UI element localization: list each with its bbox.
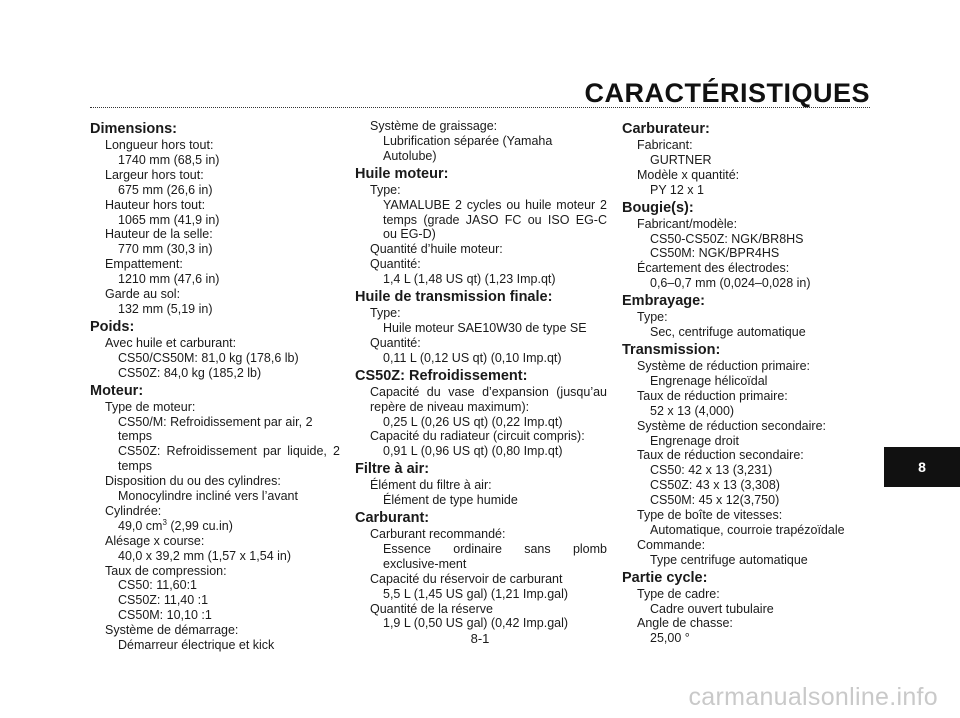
spec-value: Lubrification séparée (Yamaha Autolube) <box>383 133 553 163</box>
spec-value: 0,25 L (0,26 US qt) (0,22 Imp.qt) <box>383 414 563 429</box>
spec-label: Alésage x course: <box>105 533 205 548</box>
spec-value: CS50/CS50M: 81,0 kg (178,6 lb) <box>118 350 299 365</box>
spec-value: 25,00 ° <box>650 631 690 646</box>
spec-value: CS50Z: 43 x 13 (3,308) <box>650 478 780 493</box>
section-heading-transmission: Transmission: <box>622 341 721 358</box>
section-heading-carburateur: Carburateur: <box>622 121 710 137</box>
section-heading-moteur: Moteur: <box>90 382 144 399</box>
spec-label: Système de réduction secondaire: <box>637 418 826 433</box>
spec-value: CS50: 11,60:1 <box>118 578 197 593</box>
spec-label: Quantité d’huile moteur: <box>370 242 503 257</box>
spec-label: Quantité: <box>370 257 421 272</box>
spec-value: PY 12 x 1 <box>650 182 704 197</box>
spec-value: CS50Z: 84,0 kg (185,2 lb) <box>118 365 262 380</box>
spec-label: Avec huile et carburant: <box>105 335 237 350</box>
spec-value: CS50M: 10,10 :1 <box>118 608 212 623</box>
spec-label: Système de démarrage: <box>105 623 239 638</box>
spec-label: Hauteur hors tout: <box>105 197 206 212</box>
spec-value: CS50/M: Refroidissement par air, 2 temps <box>118 414 313 444</box>
section-heading-filtre: Filtre à air: <box>355 461 430 478</box>
spec-label: Disposition du ou des cylindres: <box>105 474 281 489</box>
section-heading-poids: Poids: <box>90 318 135 335</box>
spec-value: Cadre ouvert tubulaire <box>650 601 774 616</box>
spec-label: Capacité du vase d’expansion (jusqu’au repère de niveau maximum): <box>370 384 607 414</box>
spec-label: Longueur hors tout: <box>105 138 214 152</box>
spec-label: Capacité du radiateur (circuit compris): <box>370 429 585 444</box>
spec-label: Taux de compression: <box>105 563 227 578</box>
spec-label: Angle de chasse: <box>637 616 733 631</box>
section-heading-refroidissement: CS50Z: Refroidissement: <box>355 367 528 384</box>
spec-label: Type de boîte de vitesses: <box>637 508 783 523</box>
spec-value: CS50Z: Refroidissement par liquide, 2 temps <box>118 444 340 474</box>
column-middle <box>355 119 607 631</box>
spec-label: Hauteur de la selle: <box>105 227 213 242</box>
spec-value: 0,91 L (0,96 US qt) (0,80 Imp.qt) <box>383 444 563 459</box>
page-number: 8-1 <box>470 631 490 646</box>
spec-label: Fabricant: <box>637 138 693 152</box>
section-heading-dimensions: Dimensions: <box>90 121 178 137</box>
spec-label: Taux de réduction primaire: <box>637 388 788 403</box>
cylindree-unit: (2,99 cu.in) <box>166 518 233 533</box>
watermark: carmanualsonline.info <box>688 683 938 711</box>
spec-label: Type: <box>370 306 401 321</box>
column-left <box>90 119 340 653</box>
spec-label: Commande: <box>637 537 706 552</box>
column-right <box>622 119 872 646</box>
spec-label: Capacité du réservoir de carburant <box>370 571 563 586</box>
spec-label: Type: <box>370 182 401 197</box>
spec-value: Engrenage hélicoïdal <box>650 373 768 388</box>
spec-value: CS50Z: 11,40 :1 <box>118 593 209 608</box>
spec-value: YAMALUBE 2 cycles ou huile moteur 2 temps (grade JASO FC ou ISO EG-C ou EG-D) <box>383 197 607 242</box>
spec-label: Carburant recommandé: <box>370 527 506 542</box>
cylindree-superscript: 3 <box>162 517 167 527</box>
spec-label: Modèle x quantité: <box>637 167 740 182</box>
spec-label: Type de moteur: <box>105 399 196 414</box>
spec-value: 1,9 L (0,50 US gal) (0,42 Imp.gal) <box>383 616 569 631</box>
cylindree-value: 49,0 cm <box>118 518 163 533</box>
spec-value: 5,5 L (1,45 US gal) (1,21 Imp.gal) <box>383 586 569 601</box>
spec-label: Quantité: <box>370 335 421 350</box>
spec-value: 0,6–0,7 mm (0,024–0,028 in) <box>650 276 811 291</box>
spec-value: Sec, centrifuge automatique <box>650 325 806 340</box>
spec-value: CS50M: NGK/BPR4HS <box>650 246 780 261</box>
spec-value-cylindree <box>90 519 340 534</box>
spec-value: 1210 mm (47,6 in) <box>118 272 220 287</box>
spec-label: Type de cadre: <box>637 586 720 601</box>
section-heading-partie-cycle: Partie cycle: <box>622 569 708 586</box>
spec-label: Type: <box>637 310 668 325</box>
spec-label: Empattement: <box>105 257 183 272</box>
spec-label: Taux de réduction secondaire: <box>637 448 804 463</box>
spec-label: Quantité de la réserve <box>370 601 493 616</box>
spec-value: CS50-CS50Z: NGK/BR8HS <box>650 231 804 246</box>
spec-value: CS50: 42 x 13 (3,231) <box>650 463 773 478</box>
spec-value: 675 mm (26,6 in) <box>118 182 213 197</box>
title-divider <box>90 107 870 108</box>
spec-value: CS50M: 45 x 12(3,750) <box>650 493 780 508</box>
spec-label: Largeur hors tout: <box>105 167 204 182</box>
spec-label: Garde au sol: <box>105 287 181 302</box>
section-heading-carburant: Carburant: <box>355 510 430 527</box>
spec-value: 770 mm (30,3 in) <box>118 242 213 257</box>
spec-value: 132 mm (5,19 in) <box>118 301 213 316</box>
spec-value: Démarreur électrique et kick <box>118 638 275 653</box>
spec-value: 1,4 L (1,48 US qt) (1,23 Imp.qt) <box>383 272 556 287</box>
spec-value: 1740 mm (68,5 in) <box>118 152 220 167</box>
spec-value: Monocylindre incliné vers l’avant <box>118 489 298 504</box>
spec-value: 0,11 L (0,12 US qt) (0,10 Imp.qt) <box>383 350 562 365</box>
spec-label: Élément du filtre à air: <box>370 478 492 493</box>
section-tab[interactable]: 8 <box>884 447 960 487</box>
section-heading-bougie: Bougie(s): <box>622 199 694 216</box>
spec-value: GURTNER <box>650 152 712 167</box>
spec-label: Écartement des électrodes: <box>637 261 790 276</box>
spec-value: 1065 mm (41,9 in) <box>118 212 220 227</box>
spec-value: 52 x 13 (4,000) <box>650 403 735 418</box>
section-heading-huile-moteur: Huile moteur: <box>355 165 449 182</box>
spec-label: Cylindrée: <box>105 503 162 518</box>
spec-label: Fabricant/modèle: <box>637 216 738 231</box>
spec-label: Système de graissage: <box>370 119 498 133</box>
spec-value: Type centrifuge automatique <box>650 552 808 567</box>
spec-value: Huile moteur SAE10W30 de type SE <box>383 320 587 335</box>
spec-value: Essence ordinaire sans plomb exclusive-ment <box>383 541 607 571</box>
section-heading-embrayage: Embrayage: <box>622 293 706 310</box>
spec-value: Automatique, courroie trapézoïdale <box>650 522 845 537</box>
section-heading-transmission-finale: Huile de transmission finale: <box>355 289 553 306</box>
page-title: CARACTÉRISTIQUES <box>584 78 870 108</box>
spec-value: Élément de type humide <box>383 493 518 508</box>
spec-value: 40,0 x 39,2 mm (1,57 x 1,54 in) <box>118 548 292 563</box>
spec-value: Engrenage droit <box>650 433 739 448</box>
spec-label: Système de réduction primaire: <box>637 358 810 373</box>
